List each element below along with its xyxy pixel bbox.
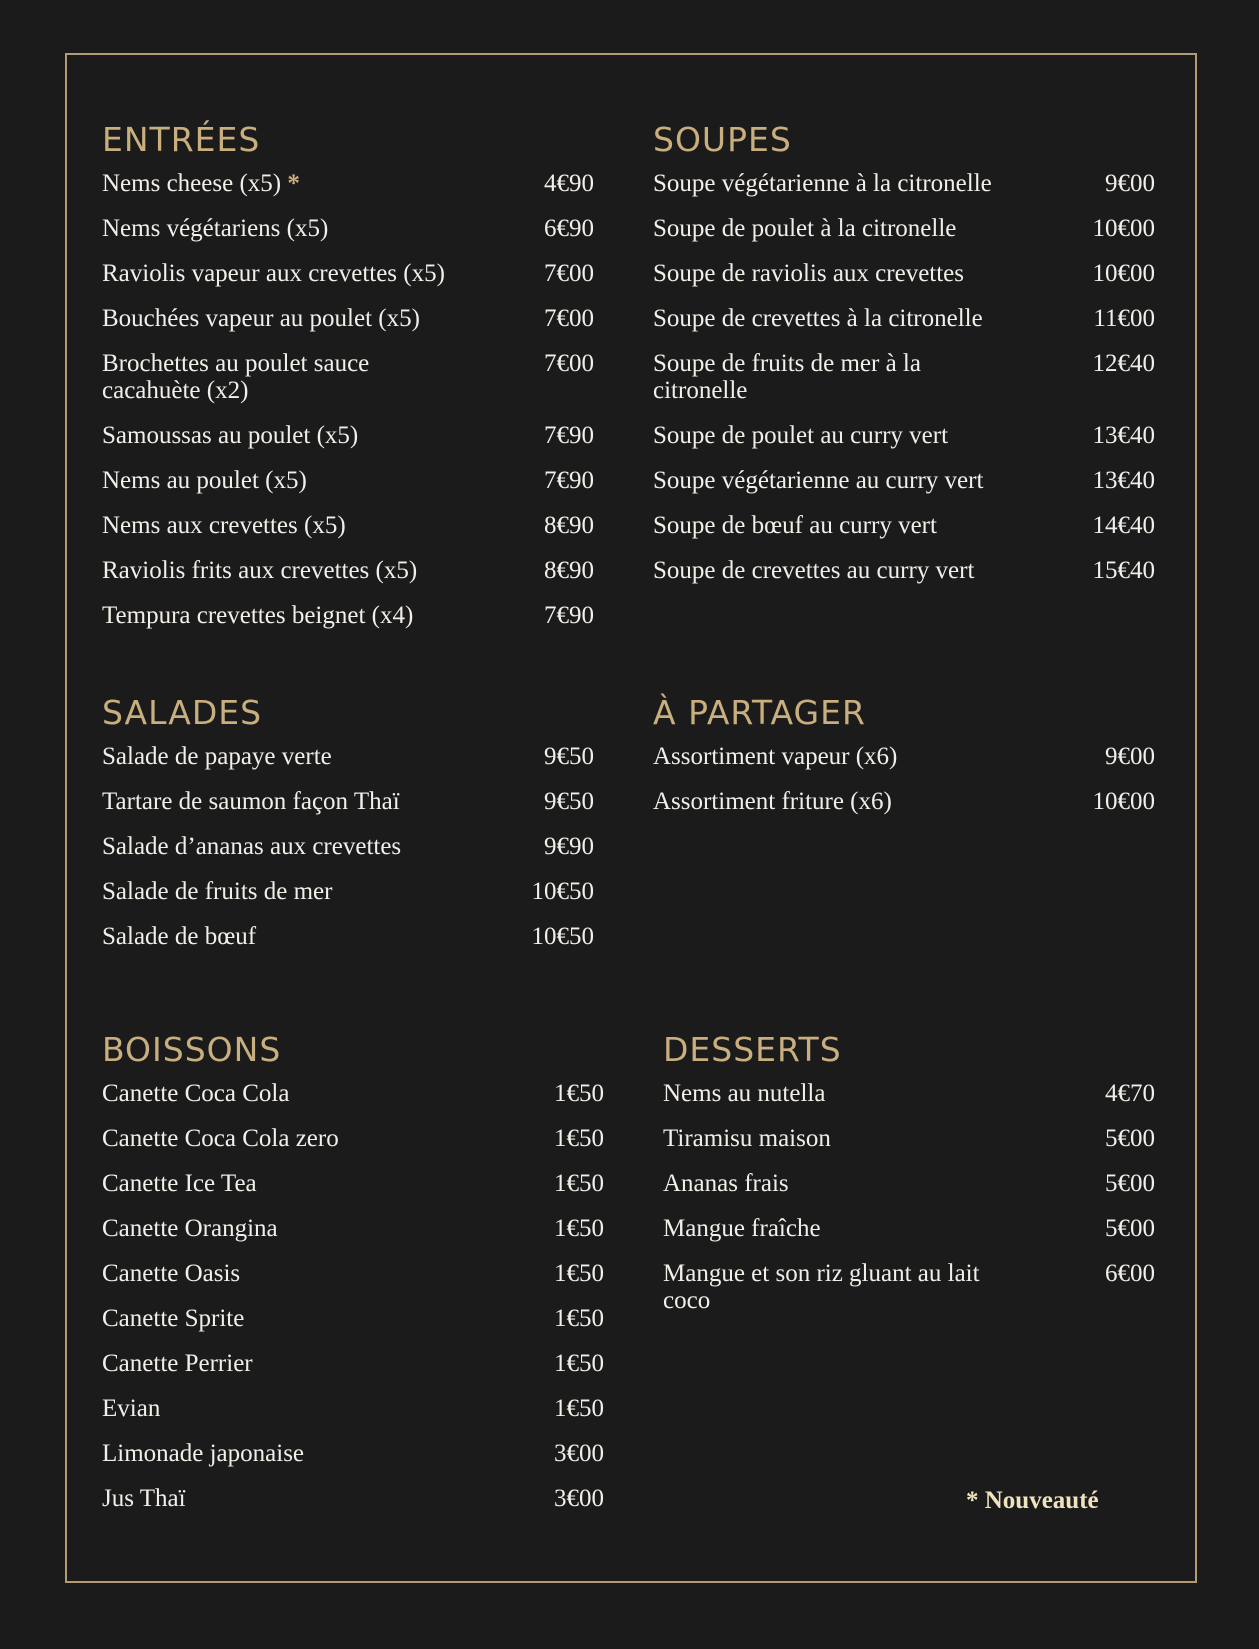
item-price: 10€00 (1092, 260, 1155, 287)
menu-item (653, 305, 1155, 332)
menu-item (653, 467, 1155, 494)
menu-item (663, 1260, 1155, 1314)
item-price: 4€90 (544, 170, 594, 197)
menu-item (102, 1260, 604, 1287)
item-price: 7€00 (544, 350, 594, 377)
item-name: Nems au poulet (x5) (102, 467, 307, 494)
item-price: 5€00 (1105, 1125, 1155, 1152)
menu-item (653, 788, 1155, 815)
item-name: Canette Ice Tea (102, 1170, 257, 1197)
item-name: Nems végétariens (x5) (102, 215, 329, 242)
menu-item (102, 1170, 604, 1197)
menu-item (663, 1080, 1155, 1107)
item-name: Salade de bœuf (102, 923, 257, 950)
item-name: Canette Oasis (102, 1260, 241, 1287)
item-name: Soupe végétarienne au curry vert (653, 467, 984, 494)
menu-item (102, 1350, 604, 1377)
menu-item (102, 602, 594, 629)
menu-item (102, 512, 594, 539)
item-name: Soupe de fruits de mer à la citronelle (653, 350, 921, 404)
item-name: Assortiment friture (x6) (653, 788, 892, 815)
item-price: 7€90 (544, 467, 594, 494)
item-name: Soupe de bœuf au curry vert (653, 512, 937, 539)
item-price: 15€40 (1092, 557, 1155, 584)
item-name: Salade d’ananas aux crevettes (102, 833, 402, 860)
menu-item (102, 743, 594, 770)
item-price: 5€00 (1105, 1170, 1155, 1197)
item-price: 10€50 (531, 878, 594, 905)
section-title: SALADES (102, 693, 263, 732)
menu-item (102, 1395, 604, 1422)
item-price: 13€40 (1092, 422, 1155, 449)
item-price: 9€00 (1105, 743, 1155, 770)
item-name: Canette Perrier (102, 1350, 253, 1377)
item-name: Mangue fraîche (663, 1215, 821, 1242)
menu-item (653, 170, 1155, 197)
menu-item (102, 350, 594, 404)
item-name: Canette Sprite (102, 1305, 245, 1332)
item-price: 12€40 (1092, 350, 1155, 377)
item-name: Canette Coca Cola zero (102, 1125, 339, 1152)
item-price: 13€40 (1092, 467, 1155, 494)
item-name: Tartare de saumon façon Thaï (102, 788, 400, 815)
item-name: Nems cheese (x5) (102, 170, 282, 197)
menu-item (653, 350, 1155, 404)
item-name: Soupe de crevettes à la citronelle (653, 305, 983, 332)
section-title: DESSERTS (663, 1030, 842, 1069)
item-price: 1€50 (554, 1260, 604, 1287)
menu-item (102, 170, 594, 197)
item-name: Bouchées vapeur au poulet (x5) (102, 305, 420, 332)
menu-item (653, 422, 1155, 449)
menu-item (653, 260, 1155, 287)
menu-item (102, 1440, 604, 1467)
item-name: Canette Coca Cola (102, 1080, 290, 1107)
item-name: Ananas frais (663, 1170, 789, 1197)
item-price: 1€50 (554, 1395, 604, 1422)
item-price: 3€00 (554, 1440, 604, 1467)
item-name: Limonade japonaise (102, 1440, 305, 1467)
menu-item (102, 833, 594, 860)
item-name: Soupe de crevettes au curry vert (653, 557, 975, 584)
item-name: Samoussas au poulet (x5) (102, 422, 359, 449)
menu-item (663, 1170, 1155, 1197)
item-price: 3€00 (554, 1485, 604, 1512)
menu-item (663, 1125, 1155, 1152)
section-soupes (653, 120, 1155, 602)
item-price: 7€00 (544, 260, 594, 287)
menu-item (102, 1080, 604, 1107)
item-name: Soupe de poulet au curry vert (653, 422, 949, 449)
new-item-footnote: * Nouveauté (966, 1487, 1099, 1514)
item-price: 6€90 (544, 215, 594, 242)
menu-item (102, 1125, 604, 1152)
item-price: 7€90 (544, 602, 594, 629)
menu-item (102, 422, 594, 449)
item-price: 8€90 (544, 512, 594, 539)
item-price: 14€40 (1092, 512, 1155, 539)
section-partager (653, 693, 1155, 833)
item-name: Jus Thaï (102, 1485, 186, 1512)
menu-item (102, 215, 594, 242)
section-title: BOISSONS (102, 1030, 282, 1069)
menu-item (102, 557, 594, 584)
section-salades (102, 693, 594, 968)
menu-item (102, 305, 594, 332)
item-price: 9€50 (544, 788, 594, 815)
menu-item (102, 788, 594, 815)
item-name: Raviolis vapeur aux crevettes (x5) (102, 260, 445, 287)
item-name: Soupe de raviolis aux crevettes (653, 260, 965, 287)
item-price: 6€00 (1105, 1260, 1155, 1287)
section-title: SOUPES (653, 120, 792, 159)
menu-item (102, 1215, 604, 1242)
item-price: 4€70 (1105, 1080, 1155, 1107)
item-price: 10€00 (1092, 788, 1155, 815)
item-price: 5€00 (1105, 1215, 1155, 1242)
item-name: Nems au nutella (663, 1080, 826, 1107)
section-entrees (102, 120, 594, 647)
item-name: Tiramisu maison (663, 1125, 831, 1152)
item-price: 1€50 (554, 1350, 604, 1377)
menu-item (102, 1485, 604, 1512)
item-price: 10€50 (531, 923, 594, 950)
item-name: Salade de papaye verte (102, 743, 332, 770)
section-title: À PARTAGER (653, 693, 866, 732)
new-star: * (287, 170, 300, 197)
item-name: Canette Orangina (102, 1215, 278, 1242)
item-price: 10€00 (1092, 215, 1155, 242)
item-price: 1€50 (554, 1080, 604, 1107)
item-price: 7€90 (544, 422, 594, 449)
item-name: Evian (102, 1395, 161, 1422)
item-price: 9€90 (544, 833, 594, 860)
menu-item (653, 215, 1155, 242)
item-price: 1€50 (554, 1125, 604, 1152)
section-title: ENTRÉES (102, 120, 261, 159)
section-boissons (102, 1030, 604, 1530)
item-name: Nems aux crevettes (x5) (102, 512, 346, 539)
item-price: 11€00 (1093, 305, 1155, 332)
item-price: 1€50 (554, 1170, 604, 1197)
menu-item (663, 1215, 1155, 1242)
item-name: Assortiment vapeur (x6) (653, 743, 898, 770)
item-name: Brochettes au poulet sauce cacahuète (x2) (102, 350, 370, 404)
item-price: 9€50 (544, 743, 594, 770)
item-name: Soupe végétarienne à la citronelle (653, 170, 992, 197)
menu-item (102, 260, 594, 287)
menu-item (653, 512, 1155, 539)
item-price: 8€90 (544, 557, 594, 584)
menu-item (102, 467, 594, 494)
section-desserts (663, 1030, 1155, 1332)
menu-item (653, 743, 1155, 770)
menu-item (102, 1305, 604, 1332)
menu-item (102, 923, 594, 950)
item-name: Mangue et son riz gluant au lait coco (663, 1260, 980, 1314)
item-price: 1€50 (554, 1305, 604, 1332)
item-name: Tempura crevettes beignet (x4) (102, 602, 414, 629)
menu-item (653, 557, 1155, 584)
item-price: 7€00 (544, 305, 594, 332)
item-name: Soupe de poulet à la citronelle (653, 215, 957, 242)
item-price: 1€50 (554, 1215, 604, 1242)
menu-item (102, 878, 594, 905)
item-price: 9€00 (1105, 170, 1155, 197)
item-name: Salade de fruits de mer (102, 878, 333, 905)
item-name: Raviolis frits aux crevettes (x5) (102, 557, 418, 584)
